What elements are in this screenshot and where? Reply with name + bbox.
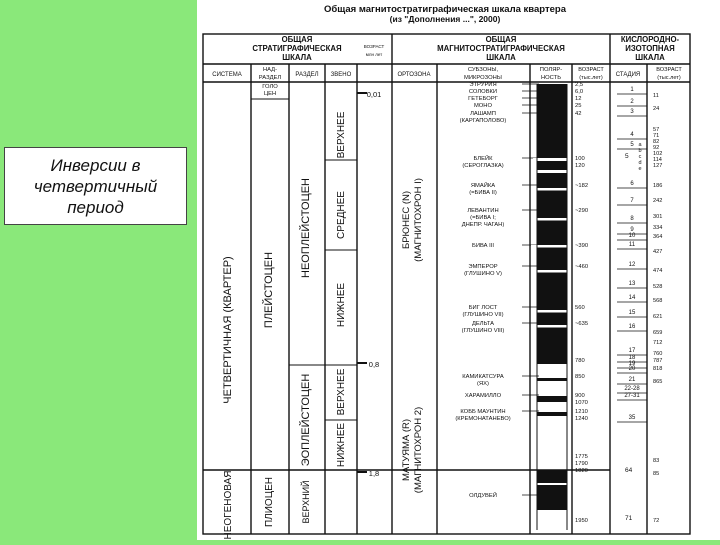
isotope-age: 787 xyxy=(653,358,663,364)
isotope-stage: 13 xyxy=(628,281,636,287)
isotope-stage: 17 xyxy=(628,348,636,354)
upper-neo-link: ВЕРХНЕЕ xyxy=(336,111,347,159)
isotope-stage: 12 xyxy=(628,262,636,268)
subzone-age: 42 xyxy=(575,111,582,117)
subzone-label: ЛЕВАНТИН (=БИВА I; ДНЕПР. ЧАГАН) xyxy=(461,208,505,228)
col-polarity: ПОЛЯР-НОСТЬ xyxy=(539,67,563,81)
isotope-ages-list xyxy=(653,93,662,524)
subzone-age: 1775 1790 1820 xyxy=(575,454,588,474)
subzone-label: МОНО xyxy=(473,103,493,109)
isotope-age: 82 xyxy=(653,139,660,145)
subzone-age: ~460 xyxy=(575,264,589,270)
age-0-8: 0,8 xyxy=(368,360,380,369)
age-0-01: 0,01 xyxy=(366,90,382,99)
system-neogene: НЕОГЕНОВАЯ xyxy=(223,470,234,540)
table-svg xyxy=(197,0,720,540)
upper-eo-link: ВЕРХНЕЕ xyxy=(336,368,347,416)
subzone-label: КОББ МАУНТИН (КРЕМОНАТАНЕВО) xyxy=(455,409,511,422)
subzone-age: ~290 xyxy=(575,208,589,214)
isotope-age: 568 xyxy=(653,298,663,304)
isotope-stage: 6 xyxy=(630,181,634,187)
isotope-substage: d xyxy=(638,160,642,166)
isotope-age: 427 xyxy=(653,249,663,255)
col-orthozone: ОРТОЗОНА xyxy=(397,72,431,78)
doc-title: Общая магнитостратиграфическая шкала квартера xyxy=(323,4,567,15)
isotope-stage: 15 xyxy=(628,310,636,316)
subzone-age: 100 120 xyxy=(575,156,585,169)
brunhes-orthozone: БРЮНЕС (N)(МАГНИТОХРОН I) xyxy=(401,178,424,262)
subzone-age: 6,0 xyxy=(575,89,584,95)
subzone-label: ДЕЛЬТА (ГЛУШИНО VIII) xyxy=(461,321,505,334)
subzone-age: 1210 1240 xyxy=(575,409,588,422)
subzone-age: 1950 xyxy=(575,518,588,524)
isotope-age: 11 xyxy=(653,93,659,99)
isotope-stage: 4 xyxy=(630,132,634,138)
subzone-label: БЛЕЙК (СЕРОГЛАЗКА) xyxy=(462,156,504,169)
isotope-substage: e xyxy=(638,166,642,172)
isotope-stage: 21 xyxy=(628,377,636,383)
subzone-age: 780 xyxy=(575,358,585,364)
isotope-age: 71 xyxy=(653,133,660,139)
col-system: СИСТЕМА xyxy=(212,72,242,78)
isotope-stage: 20 xyxy=(628,366,636,372)
isotope-age: 364 xyxy=(653,234,663,240)
isotope-age: 659 xyxy=(653,330,663,336)
isotope-substage: a xyxy=(638,142,642,148)
col-subzones: СУБЗОНЫ, МИКРОЗОНЫ xyxy=(464,67,502,81)
isotope-stage: 27-31 xyxy=(624,393,640,399)
isotope-stage: 9 xyxy=(630,227,634,233)
isotope-stage: 35 xyxy=(628,415,636,421)
subzones-list xyxy=(455,82,588,524)
isotope-stage: 1 xyxy=(630,87,634,93)
stratigraphic-table-document xyxy=(197,0,720,540)
polarity-column xyxy=(531,84,571,530)
isotope-age: 57 xyxy=(653,127,660,133)
inversions-callout xyxy=(4,147,187,225)
isotope-age: 528 xyxy=(653,284,663,290)
subzone-age: 850 xyxy=(575,374,585,380)
doc-subtitle: (из "Дополнения ...", 2000) xyxy=(389,14,501,24)
isotope-stage: 22-28 xyxy=(624,386,640,392)
subzone-label: ЛАШАМП (КАРГАПОЛОВО) xyxy=(459,111,507,124)
col-age-kyr: ВОЗРАСТ (тыс.лет) xyxy=(578,67,604,81)
col-isotope-age: ВОЗРАСТ (тыс.лет) xyxy=(656,67,682,81)
subzone-label: ОЛДУВЕЙ xyxy=(469,493,497,499)
stage-5-substage-label: 5 xyxy=(625,153,629,160)
isotope-age: 712 xyxy=(653,340,663,346)
subzone-label: ЯМАЙКА (=БИВА II) xyxy=(469,183,497,196)
subzone-age: ~390 xyxy=(575,243,589,249)
age-ticks xyxy=(357,93,367,472)
isotope-age: 85 xyxy=(653,471,660,477)
subzone-label: ГЕТЕБОРГ xyxy=(468,96,498,102)
isotope-header-title: КИСЛОРОДНО-ИЗОТОПНАЯ ШКАЛА xyxy=(620,35,680,62)
isotope-age: 72 xyxy=(653,518,660,524)
isotope-age: 334 xyxy=(653,225,663,231)
isotope-stage: 16 xyxy=(628,324,636,330)
system-quaternary: ЧЕТВЕРТИЧНАЯ (КВАРТЕР) xyxy=(222,256,234,404)
subzone-age: 2,5 xyxy=(575,82,584,88)
subzone-label: БИВА III xyxy=(472,243,494,249)
subzone-age: 900 1070 xyxy=(575,393,588,406)
subzone-age: ~182 xyxy=(575,183,589,189)
holocene-label: ГОЛО ЦЕН xyxy=(262,84,278,97)
isotope-stage: 11 xyxy=(628,242,636,248)
subzone-label: БИГ ЛОСТ (ГЛУШИНО VII) xyxy=(462,305,504,318)
col-age-myr: ВОЗРАСТ млн лет xyxy=(363,44,385,57)
isotope-stage: 18 xyxy=(628,355,636,361)
strat-header-title: ОБЩАЯ СТРАТИГРАФИЧЕСКАЯ ШКАЛА xyxy=(252,35,342,62)
isotope-stage: 3 xyxy=(630,109,634,115)
isotope-stage: 10 xyxy=(628,233,636,239)
matuyama-orthozone: МАТУЯМА (R)(МАГНИТОХРОН 2) xyxy=(401,406,424,494)
upper-neogene-label: ВЕРХНИЙ xyxy=(301,480,311,524)
isotope-stages-list xyxy=(617,87,647,422)
isotope-age: 114 xyxy=(653,157,662,163)
subzone-age: 25 xyxy=(575,103,582,109)
age-1-8: 1,8 xyxy=(368,469,380,478)
isotope-age: 83 xyxy=(653,458,660,464)
neopleistocene-label: НЕОПЛЕЙСТОЦЕН xyxy=(300,178,312,278)
isotope-age: 301 xyxy=(653,214,663,220)
subzone-age: ~635 xyxy=(575,321,589,327)
isotope-age: 474 xyxy=(653,268,663,274)
middle-neo-link: СРЕДНЕЕ xyxy=(336,191,347,239)
isotope-age: 24 xyxy=(653,106,660,112)
col-stage: СТАДИЯ xyxy=(615,72,641,78)
subzone-age: 560 xyxy=(575,305,585,311)
isotope-stage: 14 xyxy=(628,295,636,301)
iso-extra-stage-71: 71 xyxy=(625,515,633,522)
iso-extra-stage-64: 64 xyxy=(625,467,633,474)
isotope-stage: 19 xyxy=(628,361,636,367)
subzone-label: ЭМПЕРОР (ГЛУШИНО V) xyxy=(464,264,502,277)
isotope-substage: c xyxy=(638,154,642,160)
isotope-stage: 5 xyxy=(630,142,634,148)
subzone-age: 12 xyxy=(575,96,582,102)
subzone-label: ХАРАМИЛЛО xyxy=(464,393,502,399)
isotope-age: 92 xyxy=(653,145,660,151)
isotope-stage: 7 xyxy=(630,198,634,204)
isotope-stage: 2 xyxy=(630,99,634,105)
callout-text: Инверсии в четвертичный период xyxy=(33,155,158,217)
isotope-stage: 8 xyxy=(630,216,634,222)
isotope-age: 818 xyxy=(653,366,663,372)
col-subdivision: НАД-РАЗДЕЛ xyxy=(258,67,282,81)
magneto-header-title: ОБЩАЯ МАГНИТОСТРАТИГРАФИЧЕСКАЯ ШКАЛА xyxy=(437,35,565,62)
isotope-age: 760 xyxy=(653,351,663,357)
pleistocene-label: ПЛЕЙСТОЦЕН xyxy=(263,251,275,329)
pliocene-label: ПЛИОЦЕН xyxy=(264,476,275,528)
isotope-age: 127 xyxy=(653,163,663,169)
isotope-age: 621 xyxy=(653,314,663,320)
lower-eo-link: НИЖНЕЕ xyxy=(336,422,347,468)
col-link: ЗВЕНО xyxy=(330,72,352,78)
eopleistocene-label: ЭОПЛЕЙСТОЦЕН xyxy=(300,373,312,467)
isotope-age: 242 xyxy=(653,198,663,204)
subzone-label: СОЛОВКИ xyxy=(468,89,498,95)
lower-neo-link: НИЖНЕЕ xyxy=(336,282,347,328)
isotope-age: 186 xyxy=(653,183,663,189)
isotope-age: 102 xyxy=(653,151,663,157)
subzone-label: ЭТРУРИЯ xyxy=(469,82,497,88)
isotope-age: 865 xyxy=(653,379,663,385)
col-section: РАЗДЕЛ xyxy=(295,72,319,78)
isotope-substage: b xyxy=(638,148,642,154)
subzone-label: КАМИКАТСУРА (ЯХ) xyxy=(462,374,504,387)
table-grid xyxy=(203,34,690,534)
